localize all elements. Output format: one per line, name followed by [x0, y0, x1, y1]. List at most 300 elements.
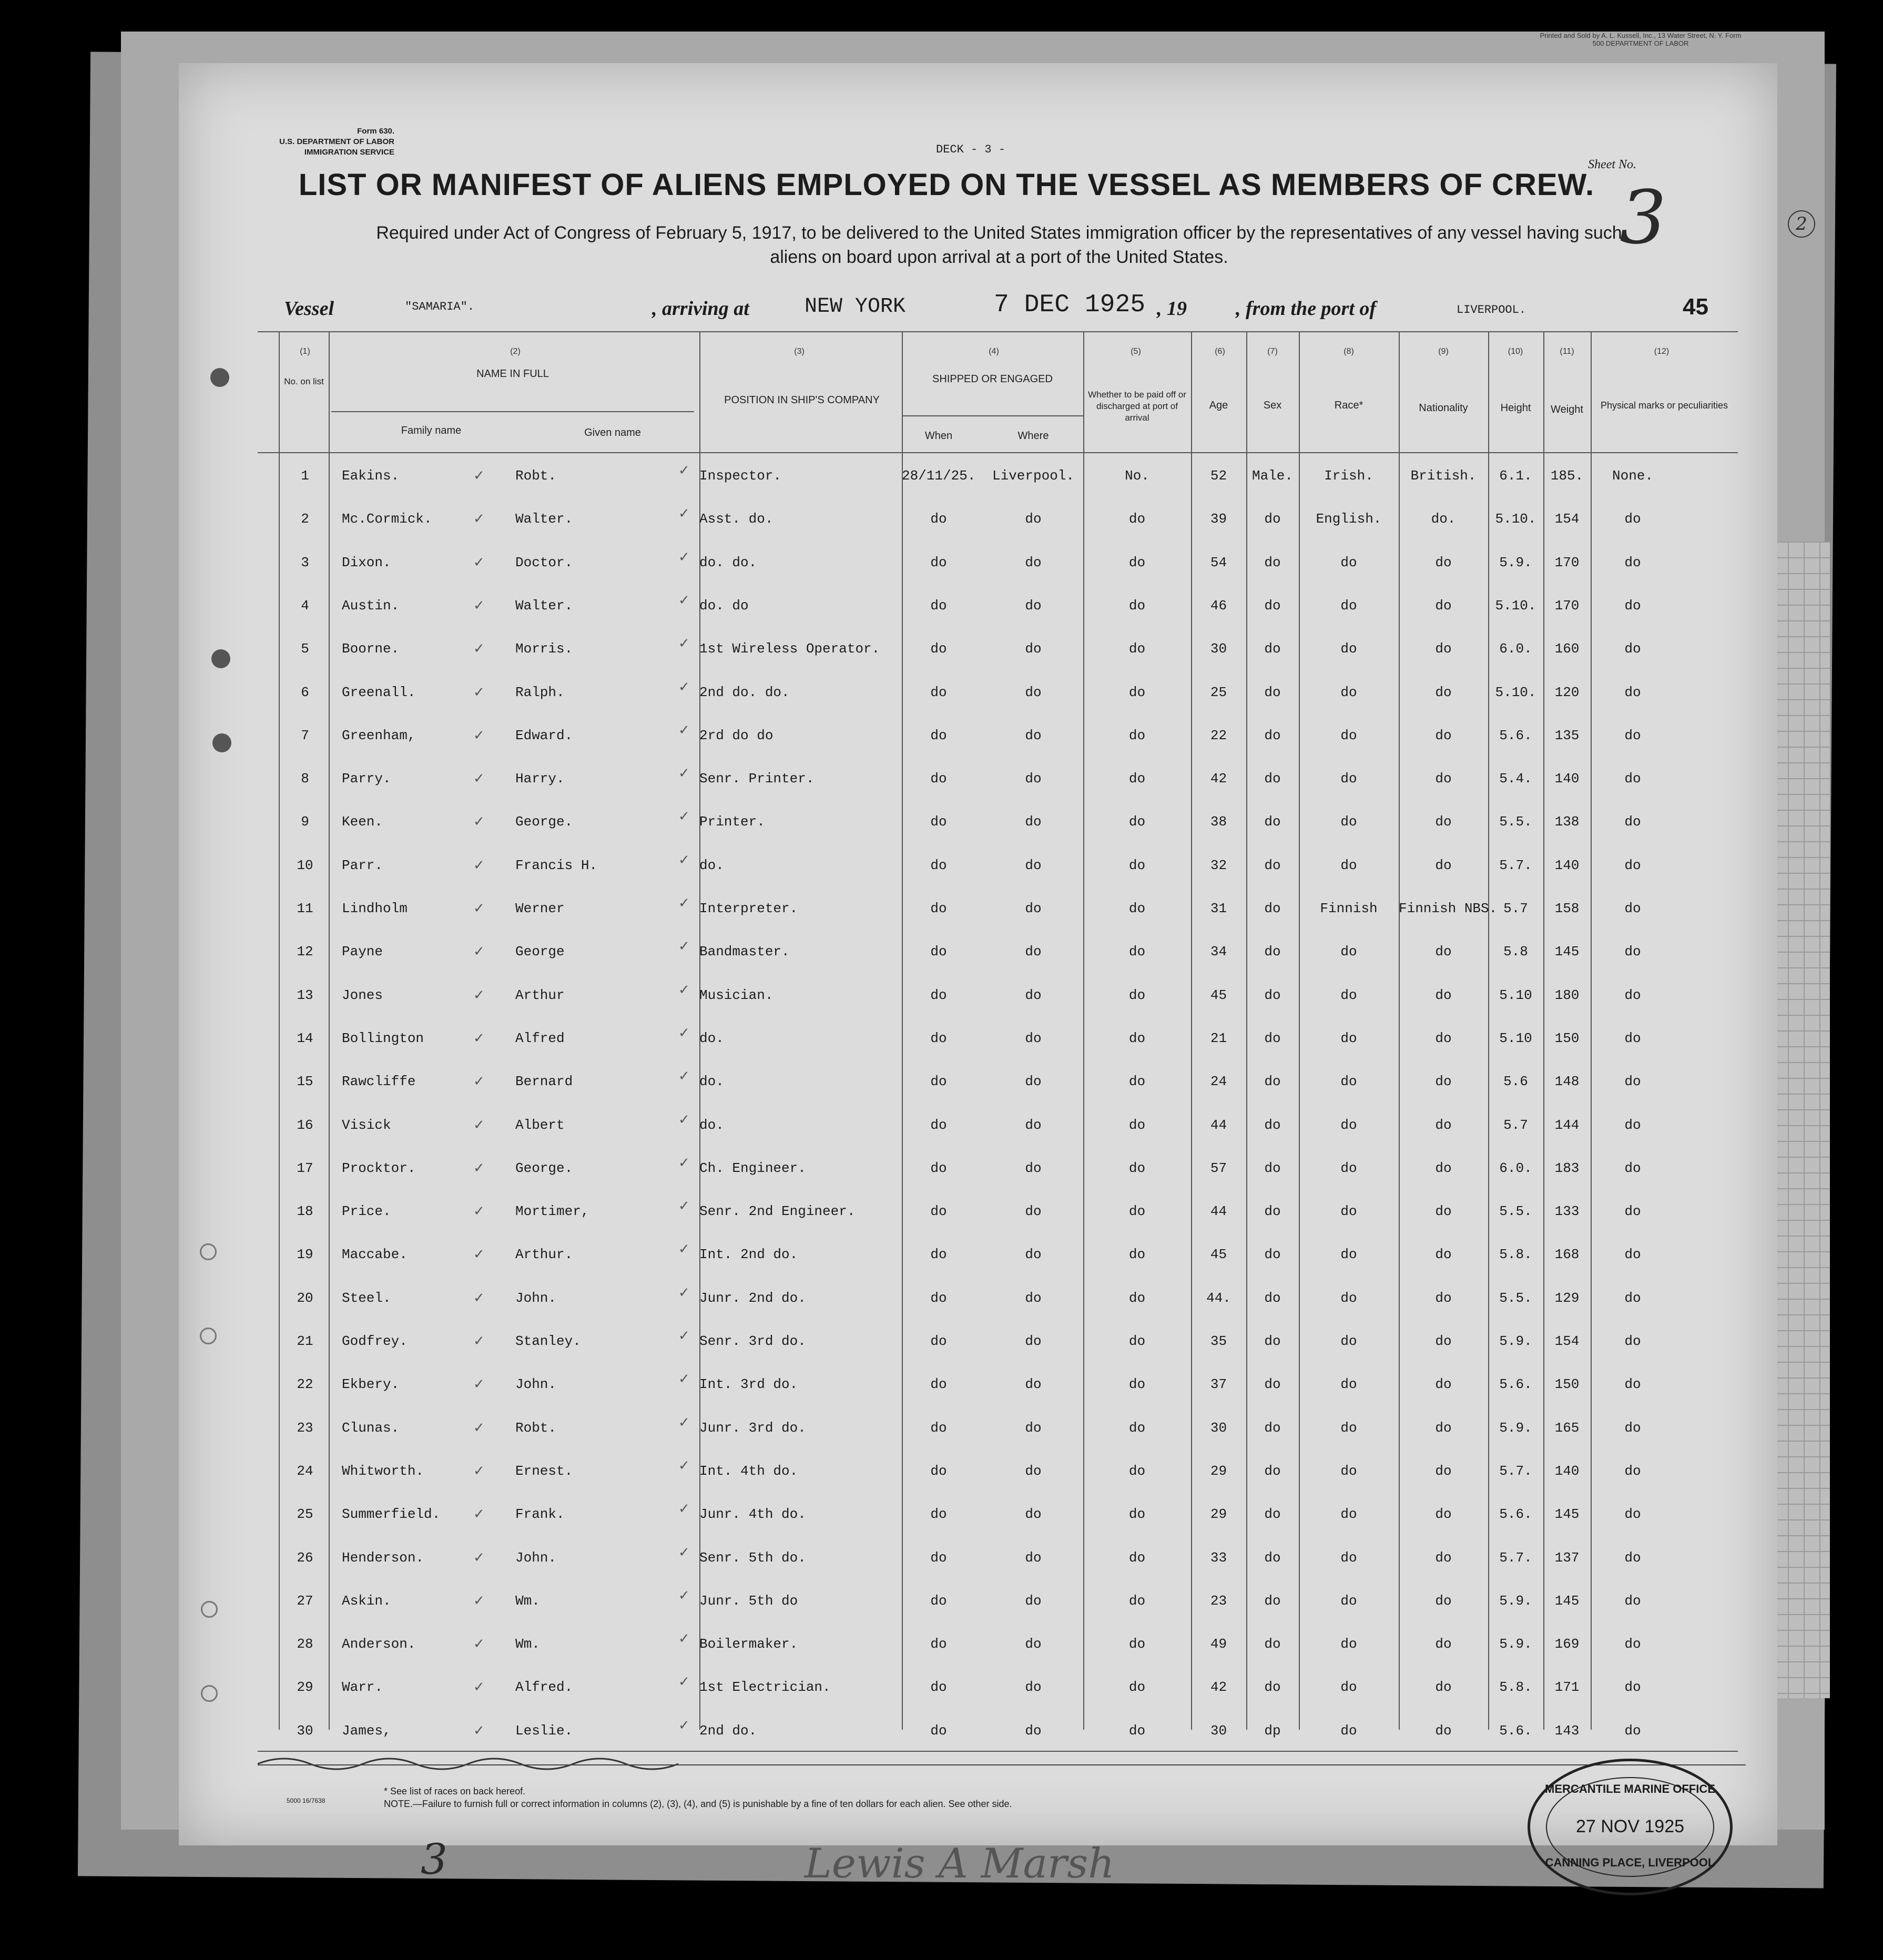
cell-family: James, [342, 1722, 391, 1739]
check-mark-icon: ✓ [473, 987, 485, 1003]
cell-where: do [1025, 1420, 1042, 1436]
cell-sex: do [1264, 1506, 1281, 1523]
cell-marks: do [1624, 554, 1641, 570]
cell-discharge: do [1128, 1247, 1146, 1263]
header-given: Given name [584, 427, 641, 438]
cell-given: Wm. [515, 1636, 540, 1652]
header-discharge: Whether to be paid off or discharged at port of arrival [1088, 390, 1186, 423]
cell-family: Henderson. [342, 1549, 424, 1566]
cell-height: 5.6. [1499, 727, 1532, 743]
table-row [258, 1587, 1738, 1635]
cell-sex: do [1264, 1636, 1281, 1652]
cell-discharge: do [1128, 684, 1146, 700]
ring-mark [200, 1328, 217, 1344]
cell-where: Liverpool. [992, 468, 1075, 484]
cell-age: 25 [1210, 684, 1227, 700]
cell-discharge: do [1128, 1679, 1146, 1696]
cell-height: 5.4. [1499, 771, 1532, 787]
check-mark-icon: ✓ [473, 1722, 485, 1739]
cell-marks: do [1624, 1117, 1641, 1133]
cell-family: Procktor. [342, 1160, 416, 1176]
cell-family: Austin. [342, 597, 400, 614]
cell-nationality: British. [1410, 468, 1477, 484]
subtitle-line-1: Required under Act of Congress of February 5, 1917, to be delivered to the United States immigration officer by the representatives of any vessel having such [376, 223, 1622, 243]
cell-position: Junr. 4th do. [699, 1506, 806, 1523]
cell-age: 42 [1210, 771, 1227, 787]
cell-marks: do [1624, 1549, 1641, 1566]
cell-when: do [930, 727, 947, 743]
cell-sex: do [1264, 987, 1281, 1003]
check-mark-icon: ✓ [678, 809, 690, 825]
cell-marks: do [1624, 1203, 1641, 1220]
check-mark-icon: ✓ [678, 938, 690, 955]
table-row [258, 1328, 1738, 1375]
cell-weight: 129 [1554, 1290, 1580, 1306]
cell-no: 29 [297, 1679, 313, 1696]
footnotes [384, 1785, 1012, 1810]
cell-weight: 144 [1554, 1117, 1580, 1133]
wavy-separator [258, 1753, 1746, 1774]
stamp-bottom: CANNING PLACE, LIVERPOOL [1545, 1856, 1715, 1869]
cell-height: 5.5. [1499, 1203, 1532, 1220]
cell-weight: 183 [1554, 1160, 1580, 1176]
from-label: , from the port of [1236, 298, 1377, 320]
ring-mark [200, 1243, 217, 1260]
cell-sex: do [1264, 511, 1281, 527]
cell-age: 54 [1210, 554, 1227, 570]
cell-race: do [1340, 1679, 1357, 1696]
cell-when: do [930, 901, 947, 916]
table-row [258, 1025, 1738, 1073]
cell-given: Wm. [515, 1592, 540, 1609]
table-row [258, 1155, 1738, 1202]
cell-nationality: do [1435, 1160, 1452, 1176]
cell-sex: do [1264, 641, 1281, 657]
cell-marks: do [1624, 771, 1641, 787]
cell-given: Walter. [515, 597, 573, 614]
cell-age: 30 [1210, 1420, 1227, 1436]
cell-marks: do [1624, 857, 1641, 873]
check-mark-icon: ✓ [678, 463, 690, 478]
cell-position: do. [699, 1074, 724, 1090]
cell-where: do [1025, 1333, 1042, 1349]
cell-race: Irish. [1324, 468, 1373, 484]
cell-discharge: do [1128, 641, 1146, 657]
cell-family: Greenham, [342, 727, 416, 743]
cell-race: do [1340, 684, 1357, 700]
cell-when: do [930, 684, 947, 700]
cell-age: 49 [1210, 1636, 1227, 1652]
check-mark-icon: ✓ [678, 1414, 690, 1431]
cell-position: Ch. Engineer. [699, 1160, 806, 1176]
footnote-races: * See list of races on back hereof. [384, 1786, 526, 1796]
check-mark-icon: ✓ [678, 1328, 690, 1344]
cell-race: do [1340, 1333, 1357, 1349]
cell-sex: do [1264, 771, 1281, 787]
cell-position: do. do [699, 597, 749, 614]
col-number: (8) [1343, 347, 1354, 356]
header-sex: Sex [1263, 400, 1282, 411]
cell-when: do [930, 944, 947, 960]
cell-height: 5.10. [1495, 511, 1536, 527]
cell-nationality: do [1435, 1679, 1452, 1696]
cell-no: 9 [301, 814, 309, 830]
cell-sex: dp [1264, 1722, 1281, 1739]
cell-marks: do [1624, 944, 1641, 960]
check-mark-icon: ✓ [473, 684, 485, 700]
vessel-info-line [273, 291, 1756, 323]
cell-position: Int. 4th do. [699, 1463, 798, 1479]
cell-where: do [1025, 987, 1042, 1003]
cell-height: 5.7. [1499, 1549, 1532, 1566]
cell-age: 21 [1210, 1030, 1227, 1046]
cell-race: do [1340, 1636, 1357, 1652]
cell-weight: 165 [1554, 1420, 1580, 1436]
cell-when: 28/11/25. [902, 468, 976, 484]
cell-nationality: do [1435, 1592, 1452, 1609]
cell-sex: do [1264, 597, 1281, 614]
cell-height: 5.10. [1495, 684, 1536, 700]
cell-discharge: do [1128, 814, 1146, 830]
cell-race: do [1340, 1247, 1357, 1263]
cell-age: 45 [1210, 1247, 1227, 1263]
cell-race: do [1340, 554, 1357, 570]
header-name: NAME IN FULL [476, 368, 549, 380]
cell-no: 27 [297, 1592, 313, 1609]
header-height: Height [1500, 402, 1531, 414]
cell-where: do [1025, 1203, 1042, 1220]
check-mark-icon: ✓ [473, 944, 485, 960]
cell-no: 5 [301, 641, 309, 657]
check-mark-icon: ✓ [678, 1111, 690, 1128]
cell-where: do [1025, 1247, 1042, 1263]
cell-family: Maccabe. [342, 1247, 408, 1263]
cell-where: do [1025, 1117, 1042, 1133]
arrival-port: NEW YORK [805, 295, 906, 319]
cell-height: 5.5. [1499, 1290, 1532, 1306]
cell-marks: do [1624, 1592, 1641, 1609]
cell-discharge: do [1128, 1463, 1146, 1479]
cell-weight: 140 [1554, 857, 1580, 873]
cell-nationality: do [1435, 641, 1452, 657]
cell-position: 1st Wireless Operator. [699, 641, 880, 657]
header-nationality: Nationality [1419, 402, 1468, 414]
cell-age: 38 [1210, 814, 1227, 830]
cell-marks: do [1624, 1030, 1641, 1046]
cell-position: 2rd do do [699, 727, 773, 743]
table-row [258, 1371, 1738, 1418]
cell-position: Boilermaker. [699, 1636, 798, 1652]
cell-race: do [1340, 771, 1357, 787]
check-mark-icon: ✓ [678, 895, 690, 911]
cell-discharge: do [1128, 987, 1146, 1003]
document-subtitle [284, 221, 1714, 269]
cell-family: Anderson. [342, 1636, 416, 1652]
check-mark-icon: ✓ [473, 1506, 485, 1523]
cell-height: 5.9. [1499, 1592, 1532, 1609]
cell-discharge: do [1128, 1030, 1146, 1046]
cell-height: 5.7. [1499, 1463, 1532, 1479]
cell-when: do [930, 1074, 947, 1090]
check-mark-icon: ✓ [473, 1636, 485, 1652]
cell-sex: do [1264, 727, 1281, 743]
departure-port: LIVERPOOL. [1457, 303, 1526, 317]
year-label: , 19 [1157, 298, 1187, 320]
cell-given: George. [515, 814, 573, 830]
check-mark-icon: ✓ [473, 1420, 485, 1436]
cell-race: do [1340, 944, 1357, 960]
sheet-number-label: Sheet No. [1588, 158, 1636, 171]
cell-marks: do [1624, 1506, 1641, 1523]
cell-position: 2nd do. do. [699, 684, 790, 700]
cell-marks: do [1624, 901, 1641, 916]
cell-no: 19 [297, 1247, 313, 1263]
table-row [258, 852, 1738, 900]
header-age: Age [1209, 400, 1228, 411]
cell-height: 5.7 [1503, 1117, 1528, 1133]
cell-no: 3 [301, 554, 309, 570]
cell-family: Lindholm [342, 901, 408, 916]
cell-nationality: do [1435, 1203, 1452, 1220]
cell-position: Int. 2nd do. [699, 1247, 798, 1263]
check-mark-icon: ✓ [678, 1631, 690, 1647]
cell-sex: do [1264, 684, 1281, 700]
col-number: (2) [510, 347, 521, 356]
check-mark-icon: ✓ [678, 549, 690, 565]
cell-family: Price. [342, 1203, 391, 1220]
table-row [258, 1241, 1738, 1289]
cell-where: do [1025, 901, 1042, 916]
cell-given: Leslie. [515, 1722, 573, 1739]
check-mark-icon: ✓ [473, 1203, 485, 1220]
cell-where: do [1025, 1679, 1042, 1696]
check-mark-icon: ✓ [473, 1074, 485, 1090]
cell-given: Frank. [515, 1506, 565, 1523]
cell-discharge: do [1128, 727, 1146, 743]
cell-given: Francis H. [515, 857, 598, 873]
cell-no: 1 [301, 468, 309, 484]
cell-age: 30 [1210, 641, 1227, 657]
cell-marks: do [1624, 814, 1641, 830]
cell-age: 39 [1210, 511, 1227, 527]
cell-age: 44 [1210, 1203, 1227, 1220]
cell-height: 6.0. [1499, 641, 1532, 657]
header-family: Family name [401, 425, 462, 436]
table-row [258, 809, 1738, 856]
cell-where: do [1025, 1506, 1042, 1523]
cell-sex: do [1264, 1160, 1281, 1176]
cell-age: 57 [1210, 1160, 1227, 1176]
cell-discharge: do [1128, 1592, 1146, 1609]
table-row [258, 895, 1738, 943]
cell-where: do [1025, 857, 1042, 873]
cell-age: 42 [1210, 1679, 1227, 1696]
cell-no: 4 [301, 597, 309, 614]
cell-no: 2 [301, 511, 309, 527]
cell-position: Bandmaster. [699, 944, 790, 960]
cell-sex: do [1264, 1247, 1281, 1263]
cell-no: 30 [297, 1722, 313, 1739]
cell-height: 5.8. [1499, 1247, 1532, 1263]
cell-race: do [1340, 641, 1357, 657]
cell-position: do. [699, 1030, 724, 1046]
table-row [258, 722, 1738, 770]
check-mark-icon: ✓ [473, 1549, 485, 1566]
cell-nationality: do. [1431, 511, 1456, 527]
cell-marks: do [1624, 511, 1641, 527]
cell-where: do [1025, 1722, 1042, 1739]
cell-sex: do [1264, 1463, 1281, 1479]
check-mark-icon: ✓ [678, 1501, 690, 1517]
cell-when: do [930, 1722, 947, 1739]
cell-position: 1st Electrician. [699, 1679, 831, 1696]
table-row [258, 1501, 1738, 1548]
cell-height: 5.5. [1499, 814, 1532, 830]
check-mark-icon: ✓ [678, 636, 690, 652]
cell-nationality: do [1435, 727, 1452, 743]
cell-marks: do [1624, 1636, 1641, 1652]
cell-race: do [1340, 1160, 1357, 1176]
cell-marks: do [1624, 727, 1641, 743]
check-mark-icon: ✓ [473, 1117, 485, 1133]
subtitle-line-2: aliens on board upon arrival at a port of the United States. [770, 247, 1228, 267]
cell-family: Askin. [342, 1592, 391, 1609]
cell-no: 18 [297, 1203, 313, 1220]
cell-weight: 140 [1554, 771, 1580, 787]
cell-marks: do [1624, 1074, 1641, 1090]
form-number: Form 630. [357, 127, 394, 136]
check-mark-icon: ✓ [678, 1371, 690, 1387]
cell-nationality: do [1435, 1463, 1452, 1479]
table-row [258, 636, 1738, 683]
cell-when: do [930, 987, 947, 1003]
cell-height: 5.9. [1499, 554, 1532, 570]
cell-given: Ralph. [515, 684, 565, 700]
stamp-top: MERCANTILE MARINE OFFICE [1545, 1782, 1715, 1795]
cell-age: 32 [1210, 857, 1227, 873]
cell-given: Doctor. [515, 554, 573, 570]
check-mark-icon: ✓ [473, 554, 485, 570]
cell-race: do [1340, 1592, 1357, 1609]
cell-position: Junr. 2nd do. [699, 1290, 806, 1306]
cell-height: 5.6. [1499, 1722, 1532, 1739]
cell-no: 11 [297, 901, 313, 916]
table-row [258, 765, 1738, 813]
department: U.S. DEPARTMENT OF LABOR [279, 137, 394, 146]
check-mark-icon: ✓ [473, 1247, 485, 1263]
cell-sex: do [1264, 1333, 1281, 1349]
cell-given: John. [515, 1376, 557, 1393]
cell-family: Greenall. [342, 684, 416, 700]
table-row [258, 1631, 1738, 1678]
col-number: (6) [1215, 347, 1225, 356]
cell-nationality: Finnish NBS. [1399, 901, 1498, 916]
cell-discharge: No. [1125, 468, 1149, 484]
cell-age: 34 [1210, 944, 1227, 960]
cell-height: 5.10 [1499, 1030, 1532, 1046]
col-number: (4) [989, 347, 999, 356]
cell-where: do [1025, 597, 1042, 614]
handwritten-number: 3 [421, 1835, 447, 1884]
cell-where: do [1025, 511, 1042, 527]
cell-weight: 120 [1554, 684, 1580, 700]
deck-label: DECK - 3 - [936, 143, 1006, 156]
cell-race: do [1340, 1549, 1357, 1566]
cell-weight: 148 [1554, 1074, 1580, 1090]
cell-position: Int. 3rd do. [699, 1376, 798, 1393]
cell-no: 28 [297, 1636, 313, 1652]
printer-imprint: Printed and Sold by A. L. Kussell, Inc., 13 Water Street, N. Y. Form 500 DEPARTMENT OF LABOR [1540, 32, 1742, 47]
cell-age: 44 [1210, 1117, 1227, 1133]
cell-marks: do [1624, 1160, 1641, 1176]
cell-discharge: do [1128, 1722, 1146, 1739]
cell-given: Bernard [515, 1074, 573, 1090]
cell-weight: 133 [1554, 1203, 1580, 1220]
cell-given: Morris. [515, 641, 573, 657]
check-mark-icon: ✓ [678, 1241, 690, 1258]
cell-height: 5.8. [1499, 1679, 1532, 1696]
punch-hole [212, 733, 231, 752]
cell-race: do [1340, 1203, 1357, 1220]
cell-sex: Male. [1251, 468, 1293, 484]
cell-family: Eakins. [342, 468, 400, 484]
check-mark-icon: ✓ [678, 982, 690, 998]
cell-where: do [1025, 814, 1042, 830]
table-row [258, 506, 1738, 553]
cell-family: Parr. [342, 857, 383, 873]
cell-weight: 185. [1550, 468, 1584, 484]
cell-race: do [1340, 1117, 1357, 1133]
cell-no: 22 [297, 1376, 313, 1393]
cell-nationality: do [1435, 987, 1452, 1003]
header-when: When [924, 430, 953, 442]
cell-when: do [930, 857, 947, 873]
cell-when: do [930, 511, 947, 527]
cell-where: do [1025, 727, 1042, 743]
cell-marks: do [1624, 1420, 1641, 1436]
cell-nationality: do [1435, 1247, 1452, 1263]
cell-position: Senr. Printer. [699, 771, 815, 787]
page-number: 45 [1683, 294, 1708, 320]
cell-given: Edward. [515, 727, 573, 743]
cell-sex: do [1264, 1549, 1281, 1566]
cell-given: Stanley. [515, 1333, 581, 1349]
cell-sex: do [1264, 1203, 1281, 1220]
cell-height: 6.1. [1499, 468, 1532, 484]
table-row [258, 982, 1738, 1029]
cell-marks: do [1624, 1333, 1641, 1349]
cell-weight: 171 [1554, 1679, 1580, 1696]
header-no: No. on list [284, 376, 324, 386]
cell-race: do [1340, 857, 1357, 873]
cell-marks: do [1624, 597, 1641, 614]
cell-given: Arthur [515, 987, 565, 1003]
check-mark-icon: ✓ [678, 1457, 690, 1474]
cell-race: do [1340, 597, 1357, 614]
cell-given: Harry. [515, 771, 565, 787]
cell-marks: do [1624, 987, 1641, 1003]
cell-position: Musician. [699, 987, 773, 1003]
cell-family: Warr. [342, 1679, 383, 1696]
cell-given: John. [515, 1290, 557, 1306]
cell-when: do [930, 771, 947, 787]
check-mark-icon: ✓ [473, 511, 485, 527]
cell-no: 17 [297, 1160, 313, 1176]
check-mark-icon: ✓ [473, 857, 485, 873]
cell-weight: 154 [1554, 511, 1580, 527]
cell-position: Inspector. [699, 468, 782, 484]
check-mark-icon: ✓ [678, 1717, 690, 1733]
